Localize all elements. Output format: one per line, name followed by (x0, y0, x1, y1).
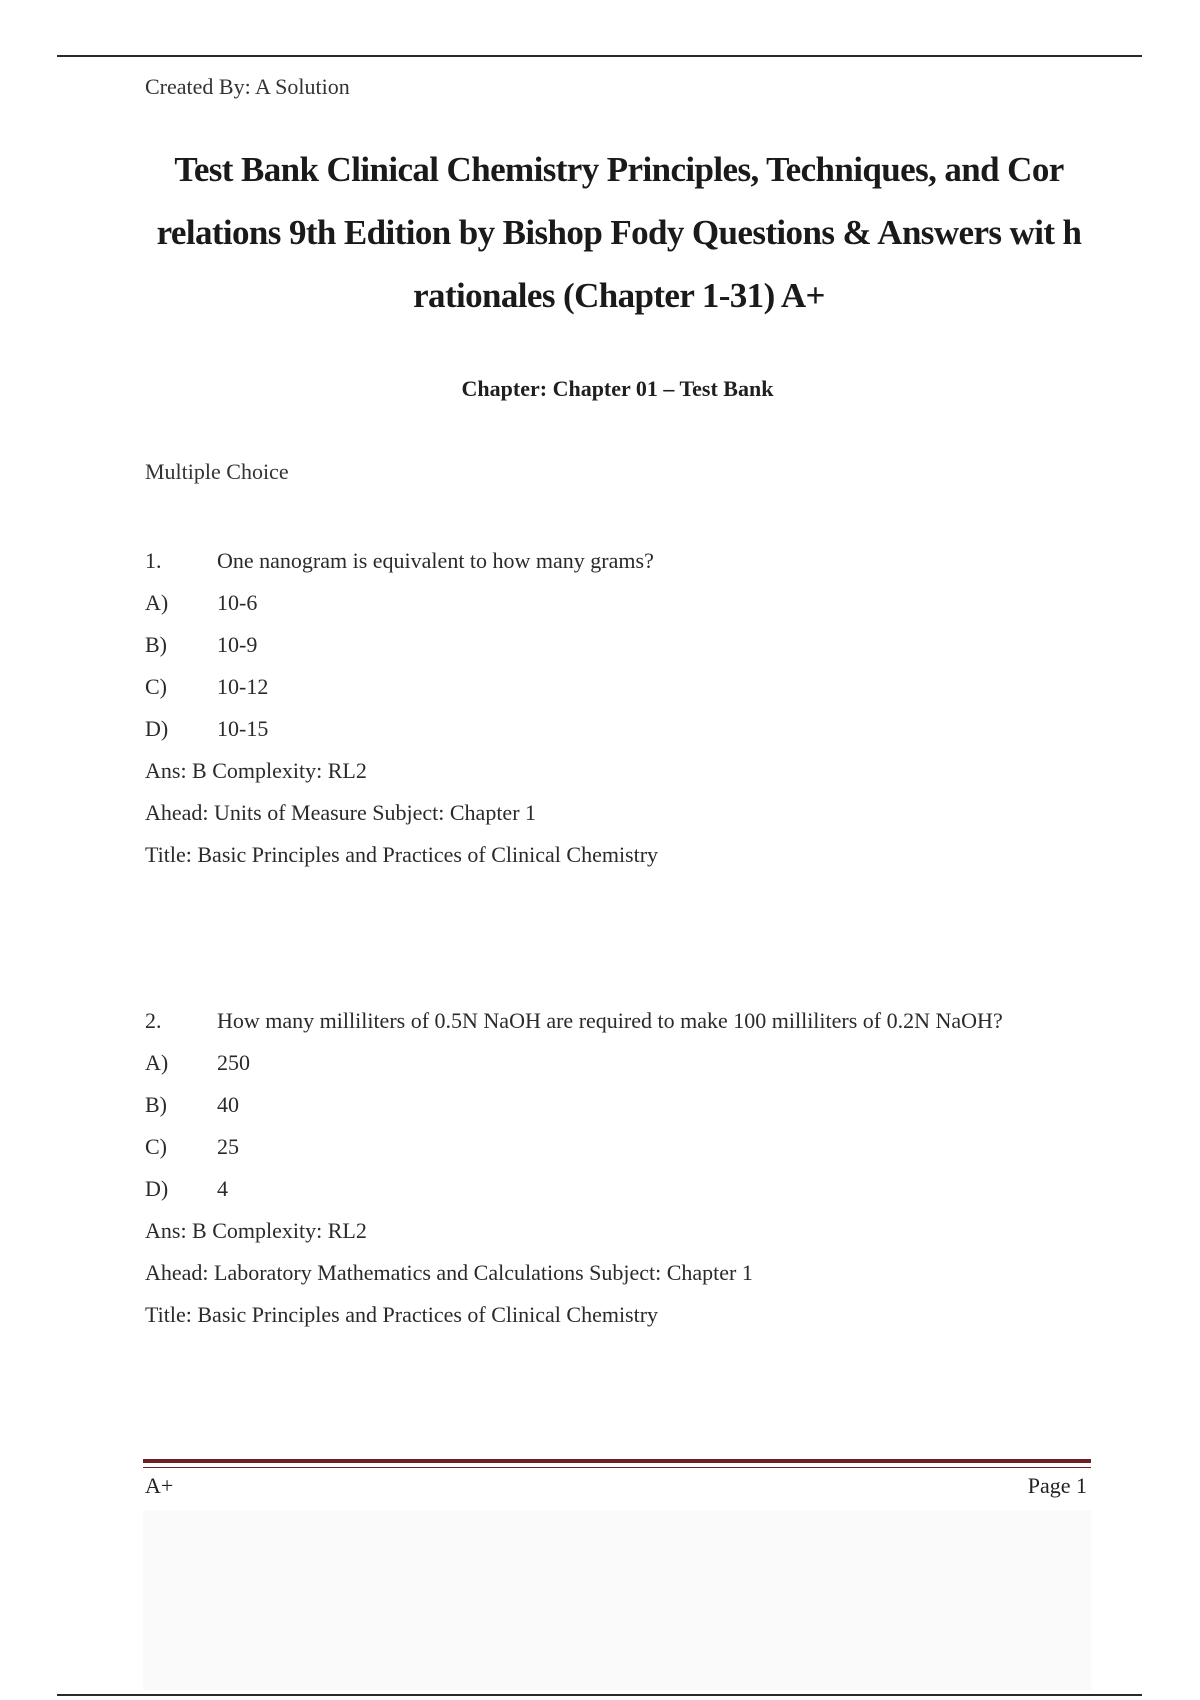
ahead-line: Ahead: Units of Measure Subject: Chapter 1 (145, 800, 537, 825)
option-text: 40 (217, 1092, 239, 1117)
option-a (145, 582, 1105, 624)
title-line: Title: Basic Principles and Practices of Clinical Chemistry (145, 842, 659, 867)
option-c (145, 666, 1105, 708)
option-b (145, 1084, 1105, 1126)
answer-line: Ans: B Complexity: RL2 (145, 1218, 367, 1243)
option-d (145, 1168, 1105, 1210)
option-letter: C) (145, 674, 167, 699)
top-page-rule (57, 55, 1142, 57)
option-a (145, 1042, 1105, 1084)
option-text: 4 (217, 1176, 228, 1201)
title-line: Title: Basic Principles and Practices of Clinical Chemistry (145, 1302, 659, 1327)
chapter-heading: Chapter: Chapter 01 – Test Bank (461, 376, 774, 401)
question-stem (145, 1000, 1105, 1042)
page-bottom-shade (143, 1510, 1091, 1690)
option-letter: A) (145, 1050, 169, 1075)
option-d (145, 708, 1105, 750)
option-text: 10-9 (217, 632, 258, 657)
question-number: 2. (145, 1008, 162, 1033)
question-1 (145, 540, 1105, 876)
option-c (145, 1126, 1105, 1168)
question-text: How many milliliters of 0.5N NaOH are required to make 100 milliliters of 0.2N NaOH? (217, 1008, 1003, 1033)
footer-grade: A+ (145, 1473, 174, 1498)
option-letter: D) (145, 1176, 169, 1201)
option-letter: B) (145, 632, 167, 657)
bottom-page-rule (57, 1694, 1142, 1696)
question-number: 1. (145, 548, 162, 573)
option-letter: A) (145, 590, 169, 615)
option-letter: D) (145, 716, 169, 741)
header-credit: Created By: A Solution (145, 74, 350, 99)
option-text: 10-6 (217, 590, 258, 615)
option-letter: C) (145, 1134, 167, 1159)
page-number: Page 1 (1027, 1473, 1087, 1498)
question-2 (145, 1000, 1105, 1336)
ahead-line: Ahead: Laboratory Mathematics and Calculations Subject: Chapter 1 (145, 1260, 753, 1285)
section-label: Multiple Choice (145, 459, 289, 484)
document-title: Test Bank Clinical Chemistry Principles, Techniques, and Cor relations 9th Edition by Bishop Fody Questions & Answers wit h rationales (Chapter 1-31) A+ (156, 150, 1082, 315)
option-text: 250 (217, 1050, 250, 1075)
option-letter: B) (145, 1092, 167, 1117)
option-text: 10-15 (217, 716, 269, 741)
option-text: 10-12 (217, 674, 269, 699)
option-text: 25 (217, 1134, 239, 1159)
option-b (145, 624, 1105, 666)
footer-double-rule (143, 1459, 1091, 1468)
question-stem (145, 540, 1105, 582)
question-text: One nanogram is equivalent to how many grams? (217, 548, 654, 573)
answer-line: Ans: B Complexity: RL2 (145, 758, 367, 783)
